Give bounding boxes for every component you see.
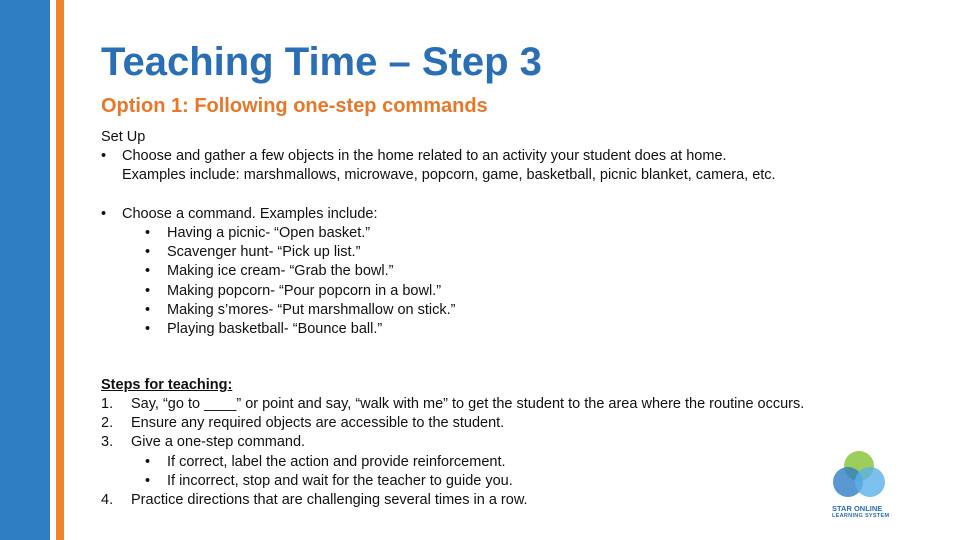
- step-number: 1.: [101, 396, 114, 412]
- setup-item-1-line-2: Examples include: marshmallows, microwave, popcorn, game, basketball, picnic blanket, camera, etc.: [122, 167, 776, 183]
- sub-step-text: If incorrect, stop and wait for the teacher to guide you.: [167, 473, 513, 489]
- step-number: 2.: [101, 415, 114, 431]
- bullet: •: [145, 283, 151, 299]
- command-item: Making popcorn- “Pour popcorn in a bowl.”: [167, 283, 442, 299]
- setup-item-1-line-1: Choose and gather a few objects in the home related to an activity your student does at home.: [122, 148, 727, 164]
- bullet: •: [145, 473, 151, 489]
- command-item: Scavenger hunt- “Pick up list.”: [167, 244, 361, 260]
- step-text: Ensure any required objects are accessible to the student.: [131, 415, 505, 431]
- bullet: •: [145, 263, 151, 279]
- command-item: Making ice cream- “Grab the bowl.”: [167, 263, 394, 279]
- logo-text-line-2: LEARNING SYSTEM: [832, 513, 890, 519]
- bullet: •: [145, 454, 151, 470]
- step-text: Say, “go to ____” or point and say, “walk with me” to get the student to the area where the routine occurs.: [131, 396, 805, 412]
- setup-item-2: Choose a command. Examples include:: [122, 206, 378, 222]
- sub-step-text: If correct, label the action and provide reinforcement.: [167, 454, 506, 470]
- bullet: •: [145, 321, 151, 337]
- bullet: •: [101, 148, 107, 164]
- steps-heading: Steps for teaching:: [101, 377, 233, 393]
- bullet: •: [145, 302, 151, 318]
- left-accent-bar-blue: [0, 0, 50, 540]
- command-item: Having a picnic- “Open basket.”: [167, 225, 371, 241]
- logo-circle-lightblue: [855, 467, 885, 497]
- step-text: Give a one-step command.: [131, 434, 306, 450]
- step-number: 3.: [101, 434, 114, 450]
- slide-title: Teaching Time – Step 3: [101, 40, 542, 84]
- logo-text-line-1: STAR ONLINE: [832, 504, 883, 513]
- step-text: Practice directions that are challenging several times in a row.: [131, 492, 528, 508]
- step-number: 4.: [101, 492, 114, 508]
- slide-subtitle: Option 1: Following one-step commands: [101, 95, 488, 117]
- setup-heading: Set Up: [101, 129, 146, 145]
- command-item: Playing basketball- “Bounce ball.”: [167, 321, 383, 337]
- command-item: Making s’mores- “Put marshmallow on stick.”: [167, 302, 456, 318]
- bullet: •: [101, 206, 107, 222]
- left-accent-bar-orange: [56, 0, 64, 540]
- bullet: •: [145, 244, 151, 260]
- bullet: •: [145, 225, 151, 241]
